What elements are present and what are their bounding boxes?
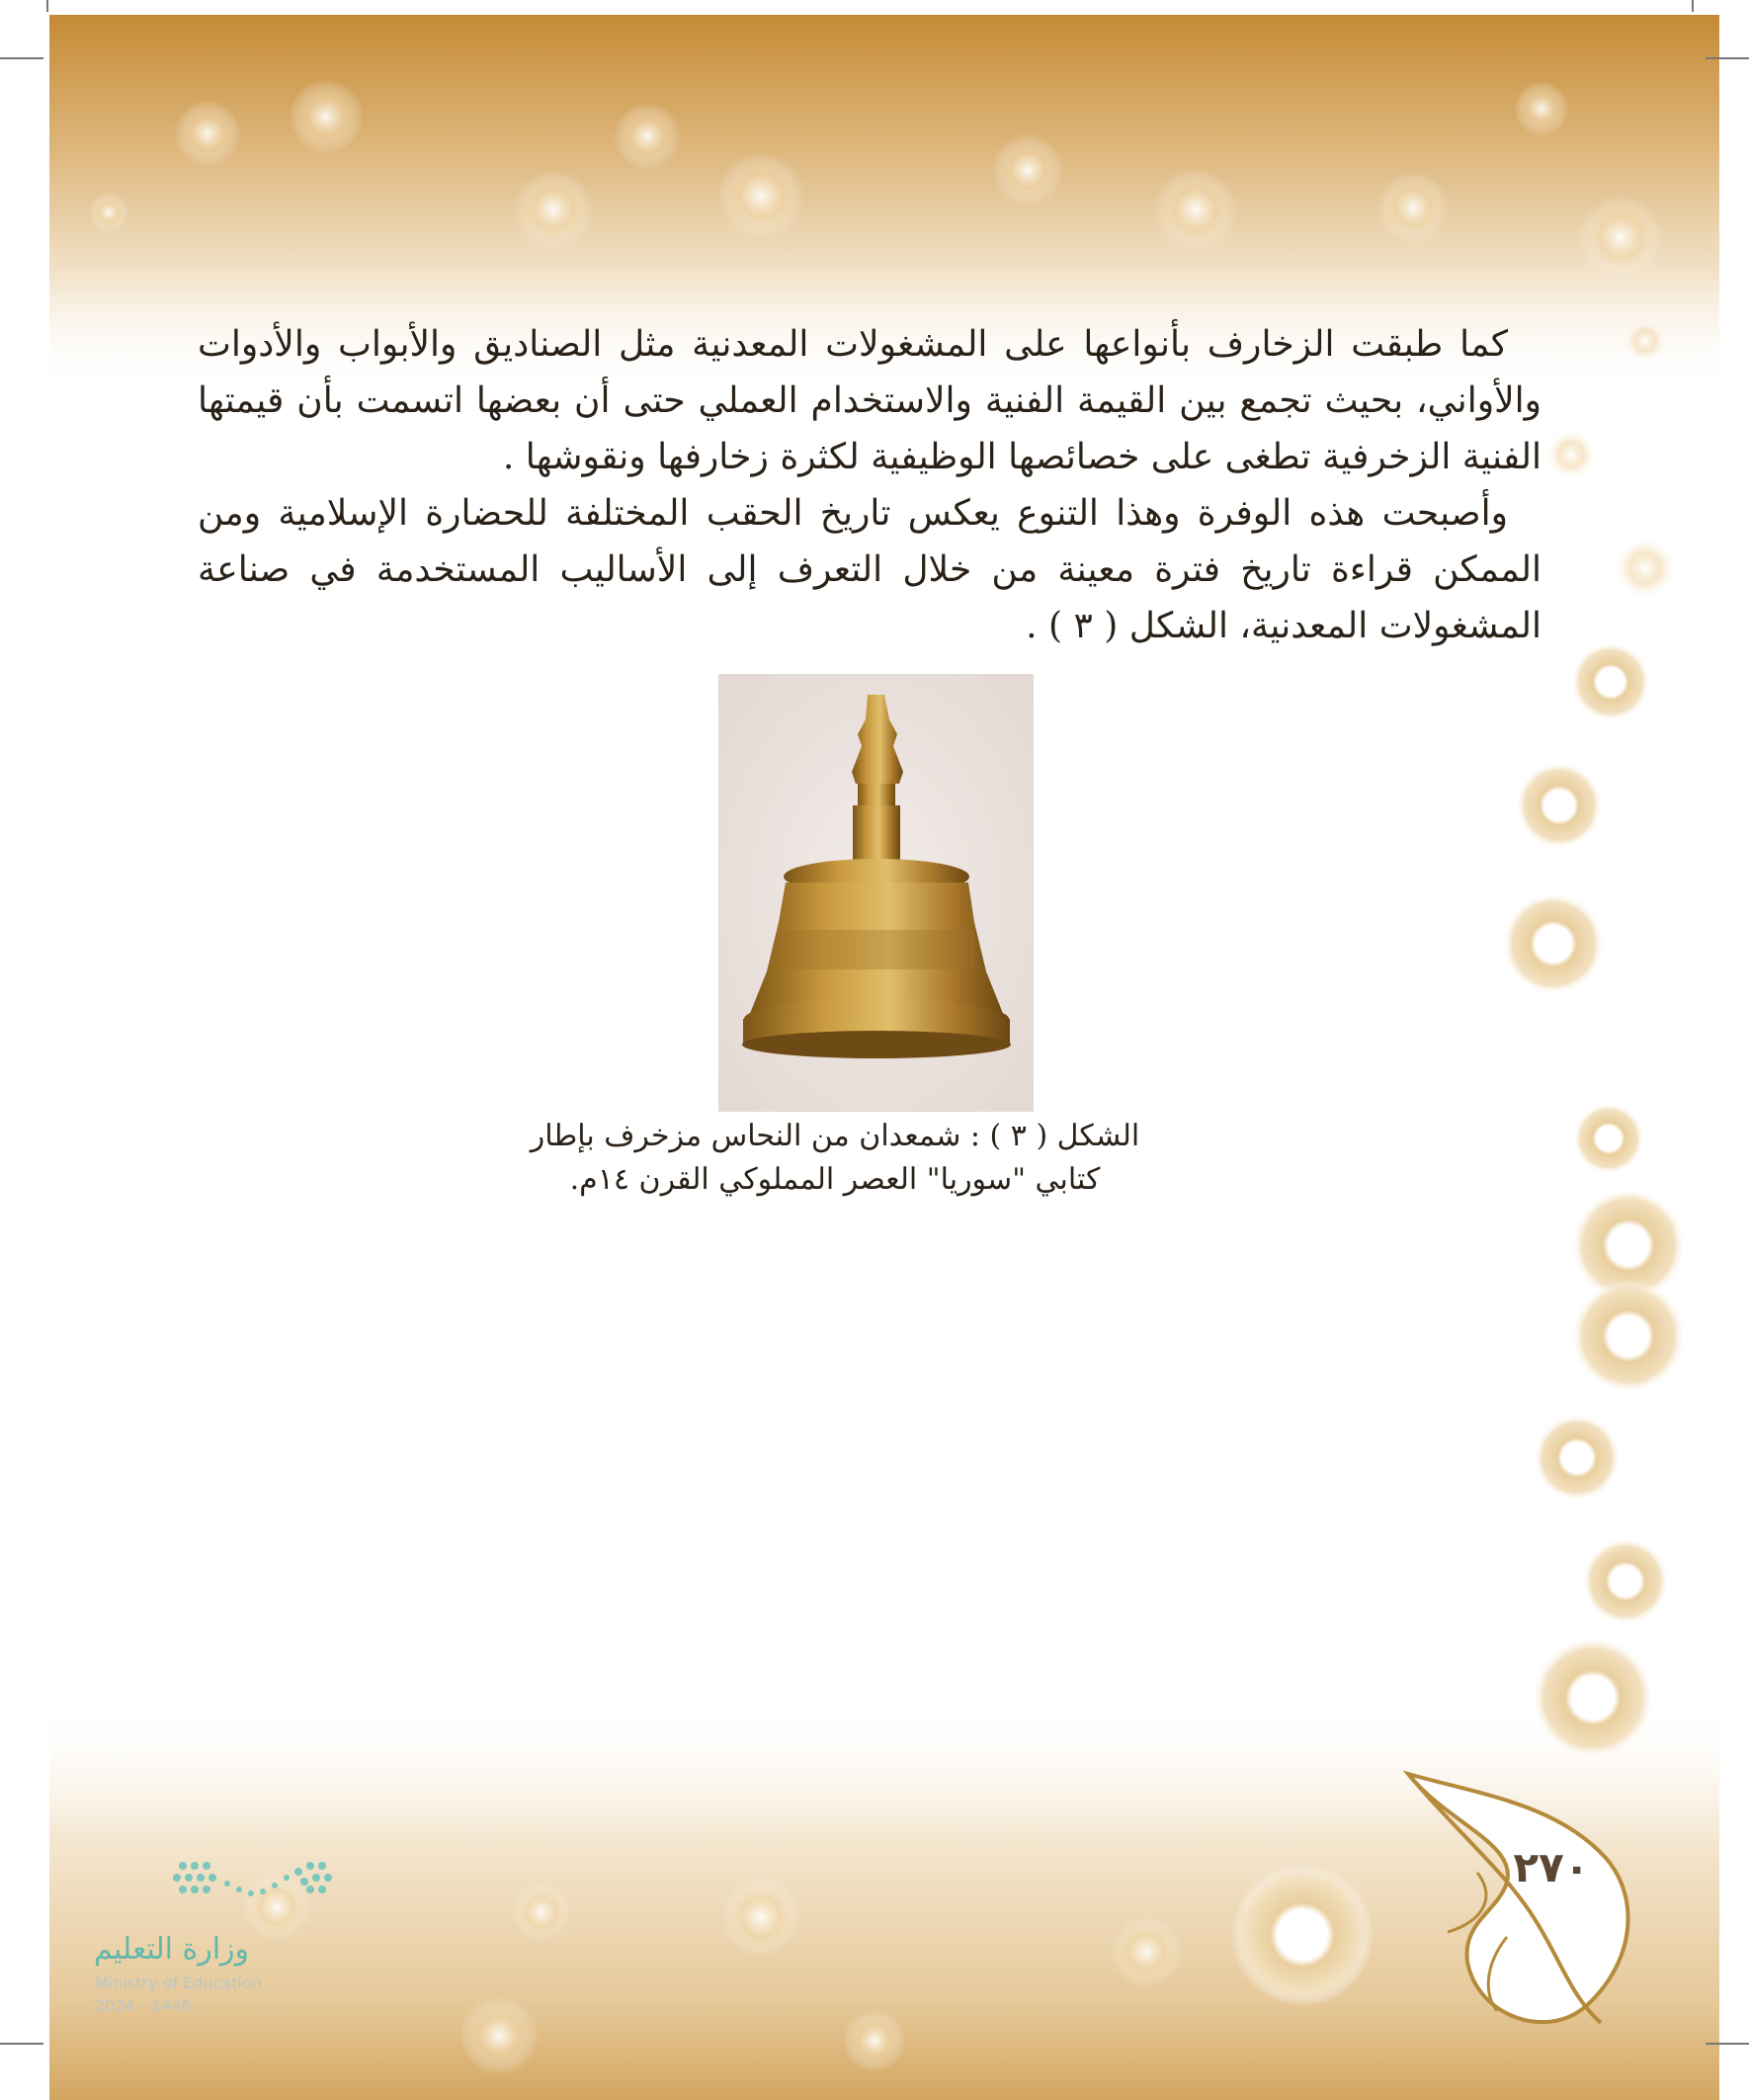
paragraph-2: وأصبحت هذه الوفرة وهذا التنوع يعكس تاريخ الحقب المختلفة للحضارة الإسلامية ومن الممكن قراءة تاريخ فترة معينة من خلال التعرف إلى الأساليب المستخدمة في صناعة المشغولات المعدنية، الشكل ( ٣ ) . <box>198 493 1541 646</box>
crop-mark <box>0 2043 43 2045</box>
crop-mark <box>1706 57 1749 59</box>
crop-mark <box>1692 0 1694 12</box>
figure-image-frame <box>718 674 1034 1112</box>
ministry-logo-icon <box>94 1848 361 1927</box>
crop-mark <box>0 57 43 59</box>
crop-mark <box>1706 2043 1749 2045</box>
crop-mark <box>46 0 48 12</box>
paragraph-1: كما طبقت الزخارف بأنواعها على المشغولات المعدنية مثل الصناديق والأبواب والأدوات والأواني، بحيث تجمع بين القيمة الفنية والاستخدام العملي حتى أن بعضها اتسمت بأن قيمتها الفنية الزخرفية تطغى على خصائصها الوظيفية لكثرة زخارفها ونقوشها . <box>198 324 1541 477</box>
ministry-name-english: Ministry of Education <box>95 1974 262 1992</box>
ministry-name-arabic: وزارة التعليم <box>94 1932 250 1967</box>
body-text <box>198 316 1541 654</box>
caption-line-2: كتابي "سوريا" العصر المملوكي القرن ١٤م. <box>569 1162 1101 1197</box>
caption-line-1: الشكل ( ٣ ) : شمعدان من النحاس مزخرف بإطار <box>530 1119 1140 1153</box>
figure-caption <box>514 1115 1156 1202</box>
ministry-year: 2024 - 1446 <box>95 1996 192 2015</box>
page-number: ٢٧٠ <box>1513 1843 1590 1891</box>
leaf-ornament-icon <box>1388 1764 1645 2031</box>
candlestick-image <box>719 675 1033 1111</box>
